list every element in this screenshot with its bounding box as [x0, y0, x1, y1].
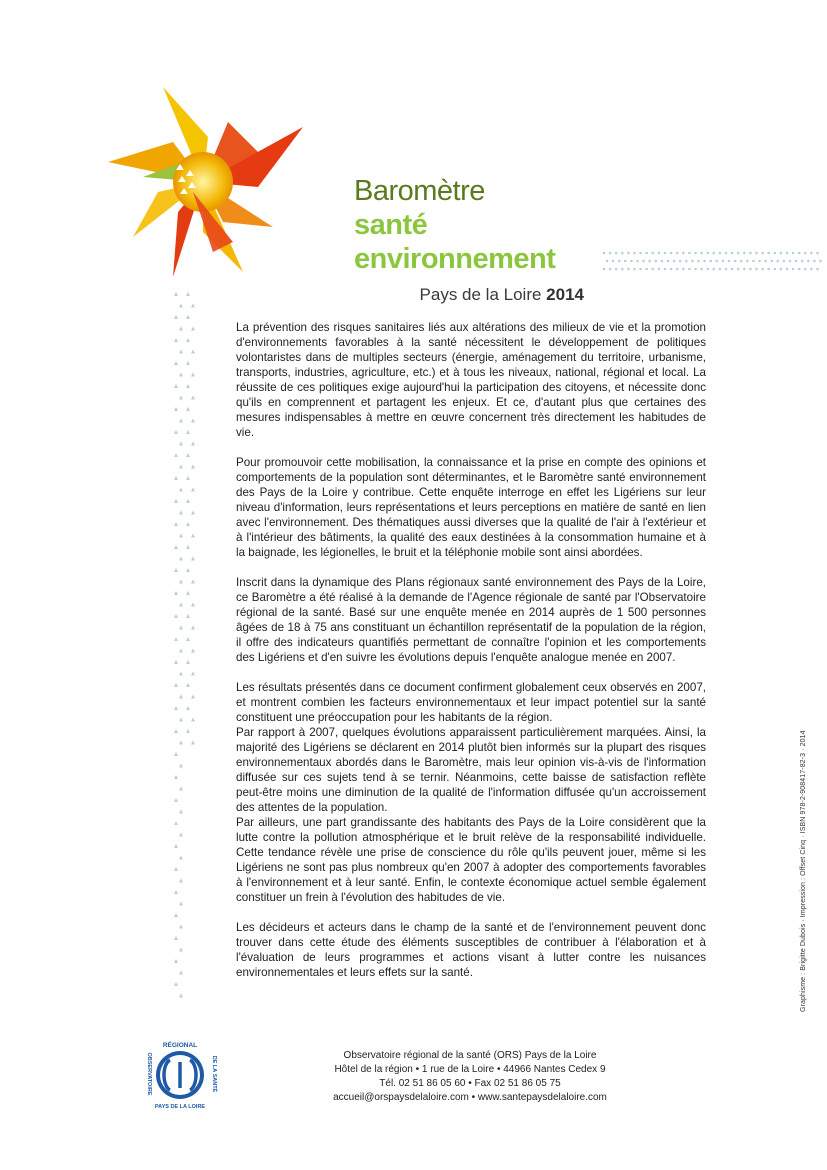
paragraph-4: Les résultats présentés dans ce document confirment globalement ceux observés en 2007, et montrent combien les facteurs environnementaux et leur impact potentiel sur la santé constituent une préoccupation pour les habitants de la région. — [236, 681, 706, 724]
footer-line-2: Hôtel de la région • 1 rue de la Loire • 44966 Nantes Cedex 9 — [334, 1064, 606, 1075]
dots-horizontal-decoration — [600, 248, 825, 276]
region-name: Pays de la Loire — [419, 285, 542, 304]
title-barometre: Baromètre — [354, 175, 485, 207]
paragraph-1: La prévention des risques sanitaires liés aux altérations des milieux de vie et la promotion d'environnements favorables à la santé nécessitent le développement de politiques volontaristes dans de multiples secteurs (énergie, aménagement du territoire, urbanisme, transports, industries, agriculture, etc.) et à tous les niveaux, national, régional et local. La réussite de ces politiques exige aujourd'hui la participation des citoyens, et nécessite donc qu'ils en comprennent et partagent les enjeux. Et ce, d'autant plus que certaines des mesures indispensables à mettre en œuvre concernent très directement les habitudes de vie. — [236, 321, 706, 439]
paragraph-2: Pour promouvoir cette mobilisation, la connaissance et la prise en compte des opinions et comportements de la population sont déterminantes, et le Baromètre santé environnement des Pays de la Loire y contribue. Cette enquête interroge en effet les Ligériens sur leur niveau d'information, leurs représentations et leurs perceptions en matière de santé en lien avec l'environnement. Des thématiques aussi diverses que la qualité de l'air à l'extérieur et à l'intérieur des bâtiments, la qualité des eaux destinées à la consommation humaine et à la baignade, les légionelles, le bruit et la téléphonie mobile sont ainsi abordées. — [236, 456, 706, 559]
body-text — [236, 320, 706, 995]
paragraph-3: Inscrit dans la dynamique des Plans régionaux santé environnement des Pays de la Loire, ce Baromètre a été réalisé à la demande de l'Agence régionale de santé par l'Observatoire régional de la santé. Basé sur une enquête menée en 2014 auprès de 1 500 personnes âgées de 18 à 75 ans constituant un échantillon représentatif de la population de la région, il offre des indicateurs quantifiés permettant de connaître l'opinion et les comportements des Ligériens et d'en suivre les évolutions depuis l'enquête analogue menée en 2007. — [236, 576, 706, 664]
footer-line-1: Observatoire régional de la santé (ORS) Pays de la Loire — [343, 1050, 597, 1061]
paragraph-7: Les décideurs et acteurs dans le champ de la santé et de l'environnement peuvent donc trouver dans cette étude des éléments susceptibles de contribuer à l'élaboration et à l'évaluation de leurs programmes et actions visant à lutter contre les nuisances environnementales et leurs effets sur la santé. — [236, 921, 706, 979]
footer-line-3: Tél. 02 51 86 05 60 • Fax 02 51 86 05 75 — [379, 1078, 561, 1089]
logo-text-bottom: PAYS DE LA LOIRE — [154, 1104, 206, 1110]
dots-vertical-decoration — [170, 288, 200, 1008]
logo-text-left: OBSERVATOIRE — [146, 1052, 152, 1096]
ors-logo — [140, 1038, 220, 1110]
title-block — [354, 174, 594, 308]
pinwheel-flower-logo — [98, 72, 308, 282]
title-environnement: environnement — [354, 243, 556, 275]
subtitle-region-year — [354, 282, 594, 308]
footer-address — [300, 1049, 640, 1105]
footer-line-4[interactable]: accueil@orspaysdelaloire.com • www.santepaysdelaloire.com — [333, 1092, 607, 1103]
side-credit: Graphisme : Brigitte Dubois · Impression : Offset Cinq · ISBN 978-2-908417-82-3 · 2014 — [800, 730, 807, 1012]
title-sante: santé — [354, 209, 428, 241]
year: 2014 — [546, 285, 584, 304]
paragraph-6: Par ailleurs, une part grandissante des habitants des Pays de la Loire considèrent que la lutte contre la pollution atmosphérique et le bruit relève de la responsabilité individuelle. Cette tendance révèle une prise de conscience du rôle qu'ils peuvent jouer, même si les Ligériens ne sont pas plus nombreux qu'en 2007 à adopter des comportements favorables à l'environnement et à leur santé. Enfin, le contexte économique actuel semble également constituer un frein à l'évolution des habitudes de vie. — [236, 816, 706, 904]
logo-text-right: DE LA SANTÉ — [211, 1055, 217, 1093]
paragraph-5: Par rapport à 2007, quelques évolutions apparaissent particulièrement marquées. Ainsi, la majorité des Ligériens se déclarent en 2014 plutôt bien informés sur la plupart des risques environnementaux abordés dans le Baromètre, mais leur opinion vis-à-vis de l'information diffusée sur ces sujets tend à se ternir. Néanmoins, cette baisse de satisfaction reflète peut-être moins une diminution de la qualité de l'information diffusée qu'un accroissement des attentes de la population. — [236, 726, 706, 814]
logo-text-top: RÉGIONAL — [162, 1042, 198, 1049]
